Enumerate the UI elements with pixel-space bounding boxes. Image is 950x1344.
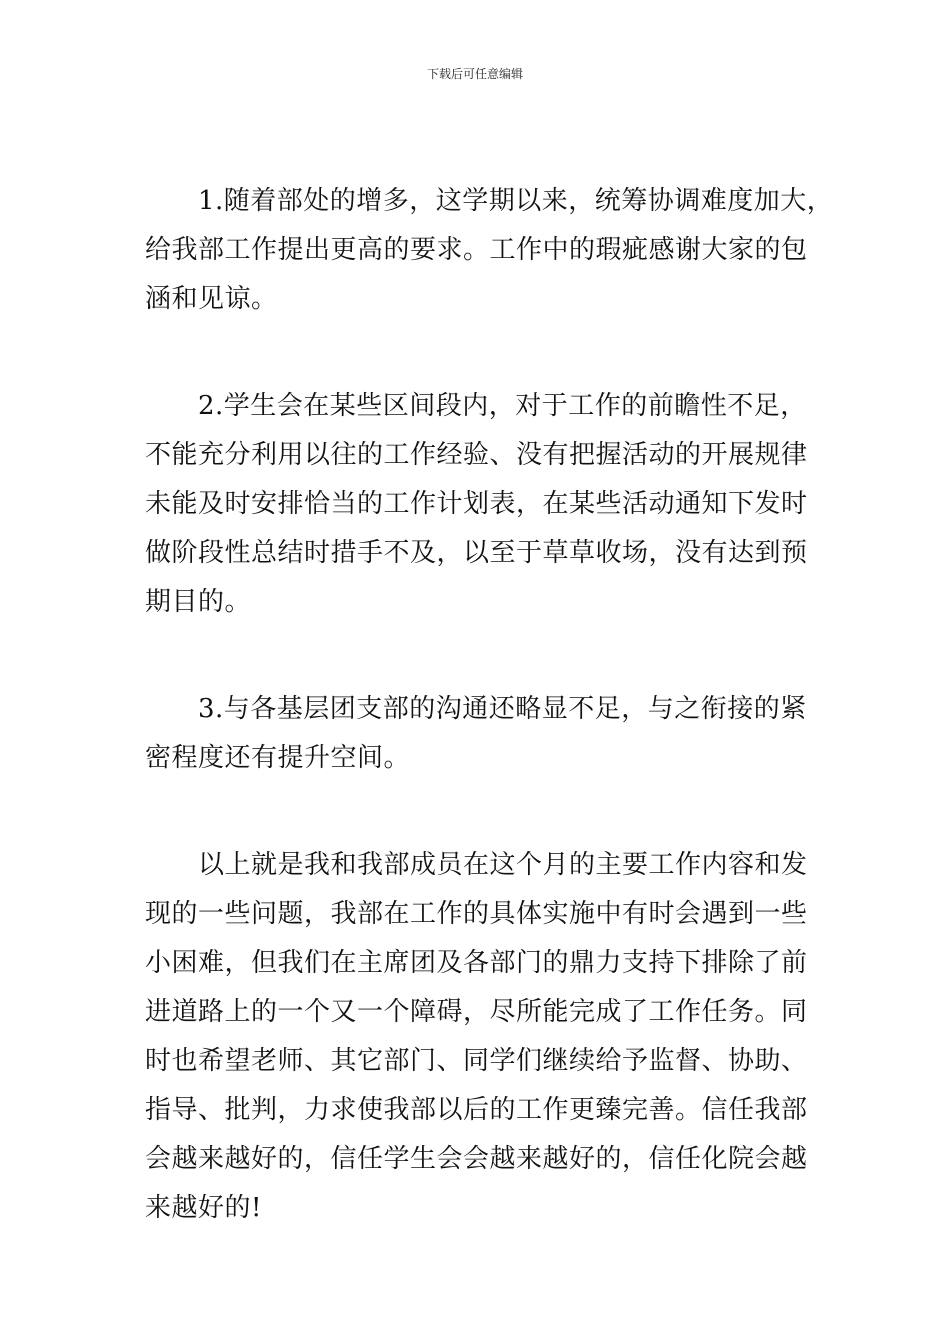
text-line: 小困难，但我们在主席团及各部门的鼎力支持下排除了前 (145, 948, 808, 978)
text-line: 未能及时安排恰当的工作计划表，在某些活动通知下发时 (145, 489, 808, 519)
paragraph-gap (145, 786, 815, 844)
paragraph-4 (145, 844, 815, 1236)
text-line: 不能充分利用以往的工作经验、没有把握活动的开展规律 (145, 440, 808, 470)
text-line: 现的一些问题，我部在工作的具体实施中有时会遇到一些 (145, 899, 808, 929)
text-line: 指导、批判，力求使我部以后的工作更臻完善。信任我部 (145, 1095, 808, 1125)
text-line: 以上就是我和我部成员在这个月的主要工作内容和发 (145, 850, 808, 880)
text-line: 涵和见谅。 (145, 284, 278, 314)
paragraph-3 (145, 688, 815, 786)
text-line: 来越好的! (145, 1193, 262, 1223)
page-header: 下载后可任意编辑 (426, 67, 523, 81)
text-line: 做阶段性总结时措手不及，以至于草草收场，没有达到预 (145, 538, 808, 568)
text-line: 2.学生会在某些区间段内，对于工作的前瞻性不足， (145, 391, 807, 421)
document-body (145, 180, 834, 1236)
text-line: 3.与各基层团支部的沟通还略显不足，与之衔接的紧 (145, 694, 807, 724)
paragraph-2 (145, 385, 815, 630)
text-line: 1.随着部处的增多，这学期以来，统筹协调难度加大， (145, 186, 834, 216)
text-line: 期目的。 (145, 587, 252, 617)
text-line: 进道路上的一个又一个障碍，尽所能完成了工作任务。同 (145, 997, 808, 1027)
text-line: 会越来越好的，信任学生会会越来越好的，信任化院会越 (145, 1144, 808, 1174)
paragraph-gap (145, 327, 815, 385)
text-line: 密程度还有提升空间。 (145, 743, 411, 773)
paragraph-1 (145, 180, 834, 327)
paragraph-gap (145, 630, 815, 688)
text-line: 给我部工作提出更高的要求。工作中的瑕疵感谢大家的包 (145, 235, 808, 265)
text-line: 时也希望老师、其它部门、同学们继续给予监督、协助、 (145, 1046, 808, 1076)
